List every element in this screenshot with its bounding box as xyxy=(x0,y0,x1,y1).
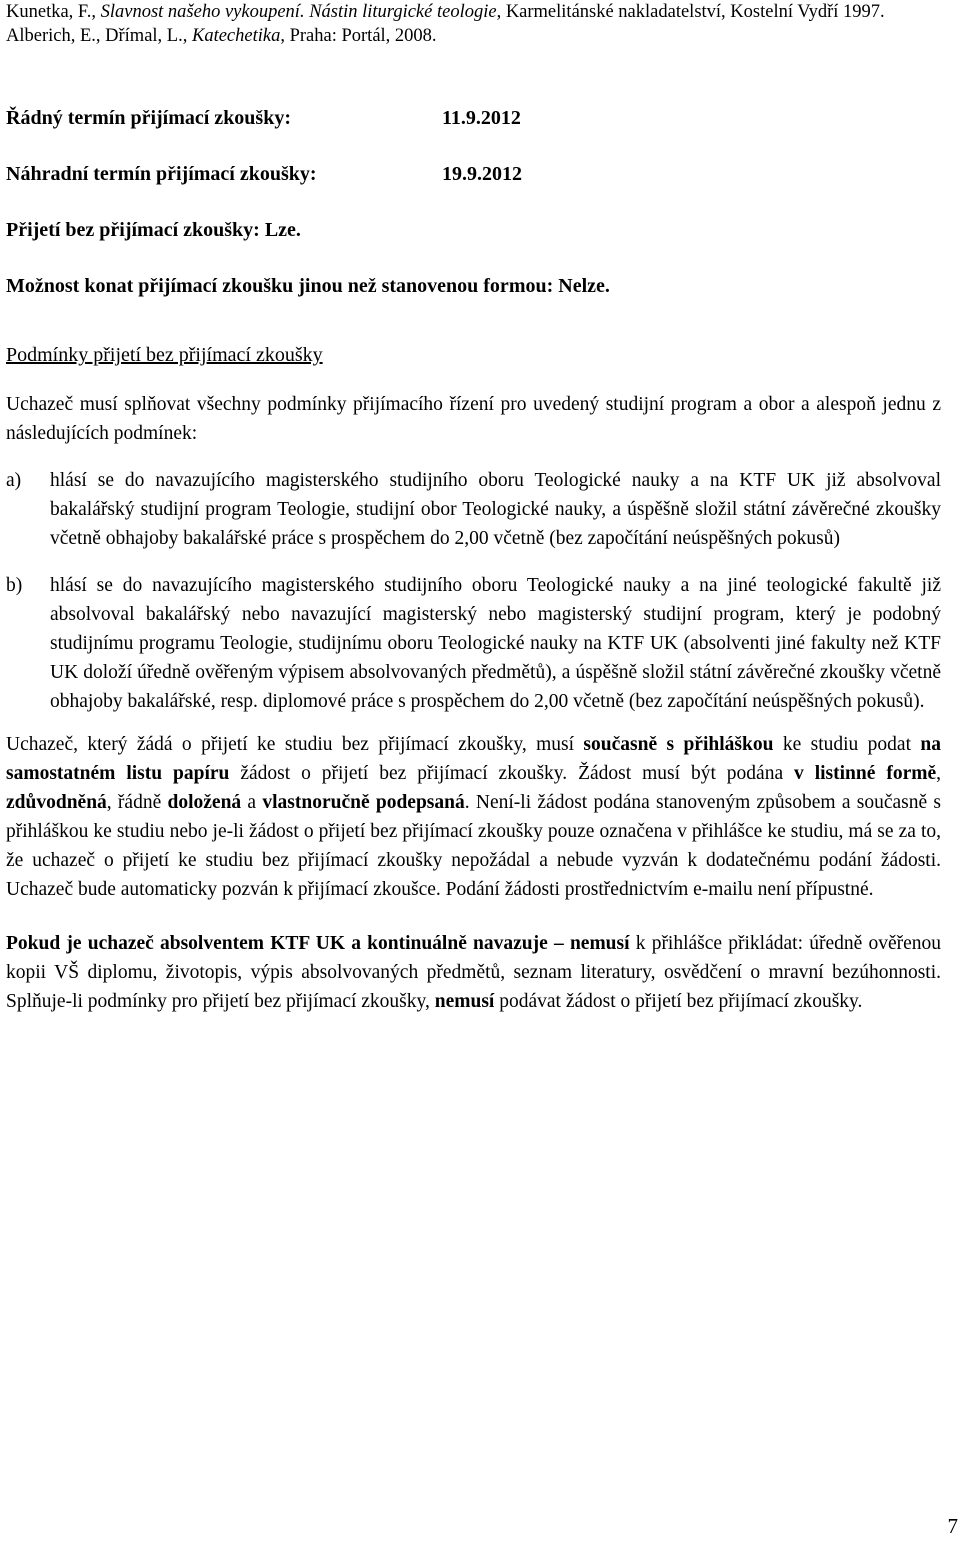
item-text: hlásí se do navazujícího magisterského studijního oboru Teologické nauky a na KTF UK již absolvoval bakalářský studijní program Teologie, studijní obor Teologické nauky, a úspěšně složil státní závěrečné zkoušky včetně obhajoby bakalářské práce s prospěchem do 2,00 včetně (bez započítání neúspěšných pokusů) xyxy=(50,470,941,549)
conditions-intro: Uchazeč musí splňovat všechny podmínky přijímacího řízení pro uvedený studijní program a obor a alespoň jednu z následujících podmínek: xyxy=(6,394,941,444)
condition-item-a xyxy=(6,466,941,553)
admission-status xyxy=(6,215,941,301)
reference-kunetka: Kunetka, F., Slavnost našeho vykoupení. Nástin liturgické teologie, Karmelitánské nakladatelství, Kostelní Vydří 1997. xyxy=(6,2,885,22)
alternative-exam-form: Možnost konat přijímací zkoušku jinou než stanovenou formou: Nelze. xyxy=(6,275,610,297)
reference-title: Slavnost našeho vykoupení. Nástin liturgické teologie xyxy=(100,2,497,22)
substitute-date-value: 19.9.2012 xyxy=(442,163,522,185)
document-page xyxy=(6,0,941,1016)
exam-dates xyxy=(6,103,941,189)
regular-date-row xyxy=(6,103,941,133)
item-text: hlásí se do navazujícího magisterského studijního oboru Teologické nauky a na jiné teologické fakultě již absolvoval bakalářský nebo navazující magisterský nebo magisterský studijní program, který je podobný studijnímu programu Teologie, studijnímu oboru Teologické nauky na KTF UK (absolventi jiné fakulty než KTF UK doloží úředně ověřeným výpisem absolvovaných předmětů), a úspěšně složil státní závěrečné zkoušky včetně obhajoby bakalářské, resp. diplomové práce s prospěchem do 2,00 včetně (bez započítání neúspěšných pokusů). xyxy=(50,575,941,712)
request-paragraph: Uchazeč, který žádá o přijetí ke studiu bez přijímací zkoušky, musí současně s přihláškou ke studiu podat na samostatném listu papíru žádost o přijetí bez přijímací zkoušky. Žádost musí být podána v listinné formě, zdůvodněná, řádně doložená a vlastnoručně podepsaná. Není-li žádost podána stanoveným způsobem a současně s přihláškou ke studiu nebo je-li žádost o přijetí bez přijímací zkoušky pouze označena v přihlášce ke studiu, má se za to, že uchazeč o přijetí ke studiu bez přijímací zkoušky nepožádal a nebude vyzván k dodatečnému podání žádosti. Uchazeč bude automaticky pozván k přijímací zkoušce. Podání žádosti prostřednictvím e-mailu není přípustné. xyxy=(6,734,942,900)
substitute-date-label: Náhradní termín přijímací zkoušky: xyxy=(6,163,317,185)
regular-date-label: Řádný termín přijímací zkoušky: xyxy=(6,107,291,129)
regular-date-value: 11.9.2012 xyxy=(442,107,521,129)
condition-item-b xyxy=(6,571,941,716)
graduates-paragraph: Pokud je uchazeč absolventem KTF UK a kontinuálně navazuje – nemusí k přihlášce přikládat: úředně ověřenou kopii VŠ diplomu, životopis, výpis absolvovaných předmětů, seznam literatury, osvědčení o mravní bezúhonnosti. Splňuje-li podmínky pro přijetí bez přijímací zkoušky, nemusí podávat žádost o přijetí bez přijímací zkoušky. xyxy=(6,933,942,1012)
item-marker: b) xyxy=(6,575,23,596)
admission-without-exam: Přijetí bez přijímací zkoušky: Lze. xyxy=(6,219,301,241)
conditions-heading: Podmínky přijetí bez přijímací zkoušky xyxy=(6,344,323,366)
references xyxy=(6,0,941,48)
page-number: 7 xyxy=(947,1514,958,1538)
substitute-date-row xyxy=(6,159,941,189)
reference-alberich: Alberich, E., Dřímal, L., Katechetika, Praha: Portál, 2008. xyxy=(6,26,437,46)
reference-title: Katechetika xyxy=(191,26,281,46)
item-marker: a) xyxy=(6,470,22,491)
